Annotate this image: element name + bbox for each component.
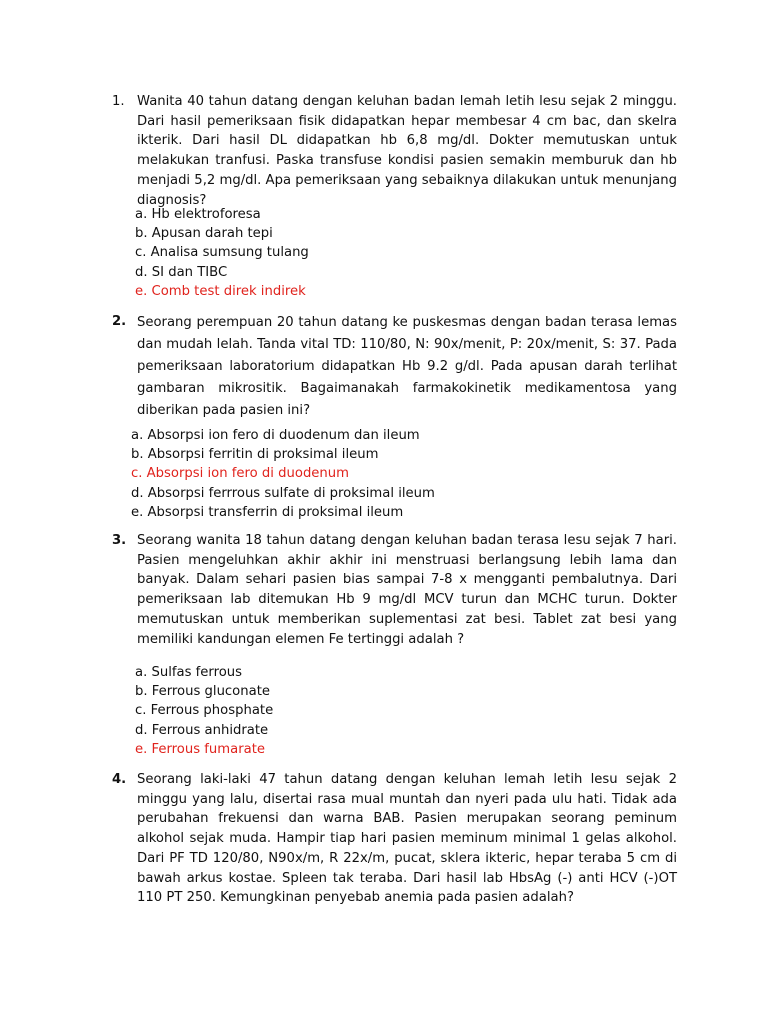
option-a: a. Absorpsi ion fero di duodenum dan ileum [131, 428, 420, 443]
question-number: 4. [112, 772, 127, 787]
question-number: 3. [112, 533, 127, 548]
option-b: b. Absorpsi ferritin di proksimal ileum [131, 447, 379, 463]
question-3 [112, 531, 677, 757]
option-b: b. Apusan darah tepi [135, 226, 273, 242]
option-e-correct-answer: e. Ferrous fumarate [135, 741, 266, 757]
option-e-correct-answer: e. Comb test direk indirek [135, 283, 306, 299]
question-text: Seorang laki-laki 47 tahun datang dengan keluhan lemah letih lesu sejak 2 minggu yang lalu, disertai rasa mual muntah dan nyeri pada ulu hati. Tidak ada perubahan frekuensi dan warna BAB. Pasien merupakan seorang peminum alkohol sejak muda. Hampir tiap hari pasien meminum minimal 1 gelas alkohol. Dari PF TD 120/80, N90x/m, R 22x/m, pucat, sklera ikteric, hepar teraba 5 cm di bawah arkus kostae. Spleen tak teraba. Dari hasil lab HbsAg (-) anti HCV (-)OT 110 PT 250. Kemungkinan penyebab anemia pada pasien adalah? [137, 772, 677, 906]
option-a: a. Hb elektroforesa [135, 207, 261, 222]
option-list [131, 426, 435, 522]
option-a: a. Sulfas ferrous [135, 665, 243, 680]
question-text: Seorang perempuan 20 tahun datang ke puskesmas dengan badan terasa lemas dan mudah lelah. Tanda vital TD: 110/80, N: 90x/menit, P: 20x/menit, S: 37. Pada pemeriksaan laboratorium didapatkan Hb 9.2 g/dl. Pada apusan darah terlihat gambaran mikrositik. Bagaimanakah farmakokinetik medikamentosa yang diberikan pada pasien ini? [137, 315, 677, 418]
question-4 [112, 770, 677, 908]
option-c-correct-answer: c. Absorpsi ion fero di duodenum [131, 466, 349, 482]
question-2 [112, 312, 677, 520]
option-c: c. Ferrous phosphate [135, 703, 274, 719]
option-b: b. Ferrous gluconate [135, 684, 270, 700]
option-d: d. Ferrous anhidrate [135, 722, 269, 738]
question-text: Wanita 40 tahun datang dengan keluhan badan lemah letih lesu sejak 2 minggu. Dari hasil pemeriksaan fisik didapatkan hepar membesar 4 cm bac, dan skelra ikterik. Dari hasil DL didapatkan hb 6,8 mg/dl. Dokter memutuskan untuk melakukan tranfusi. Paska transfuse kondisi pasien semakin memburuk dan hb menjadi 5,2 mg/dl. Apa pemeriksaan yang sebaiknya dilakukan untuk menunjang diagnosis? [137, 94, 677, 208]
option-d: d. Absorpsi ferrrous sulfate di proksimal ileum [131, 485, 435, 501]
question-1 [112, 92, 677, 299]
option-e: e. Absorpsi transferrin di proksimal ileum [131, 504, 404, 520]
question-number: 2. [112, 314, 127, 329]
question-text: Seorang wanita 18 tahun datang dengan keluhan badan terasa lesu sejak 7 hari. Pasien mengeluhkan akhir akhir ini menstruasi berlangsung lebih lama dan banyak. Dalam sehari pasien bias sampai 7-8 x mengganti pembalutnya. Dari pemeriksaan lab ditemukan Hb 9 mg/dl MCV turun dan MCHC turun. Dokter memutuskan untuk memberikan suplementasi zat besi. Tablet zat besi yang memiliki kandungan elemen Fe tertinggi adalah ? [137, 533, 677, 647]
option-c: c. Analisa sumsung tulang [135, 245, 309, 261]
option-list [135, 205, 309, 301]
option-d: d. SI dan TIBC [135, 264, 228, 280]
option-list [135, 663, 273, 759]
question-number: 1. [112, 94, 125, 109]
